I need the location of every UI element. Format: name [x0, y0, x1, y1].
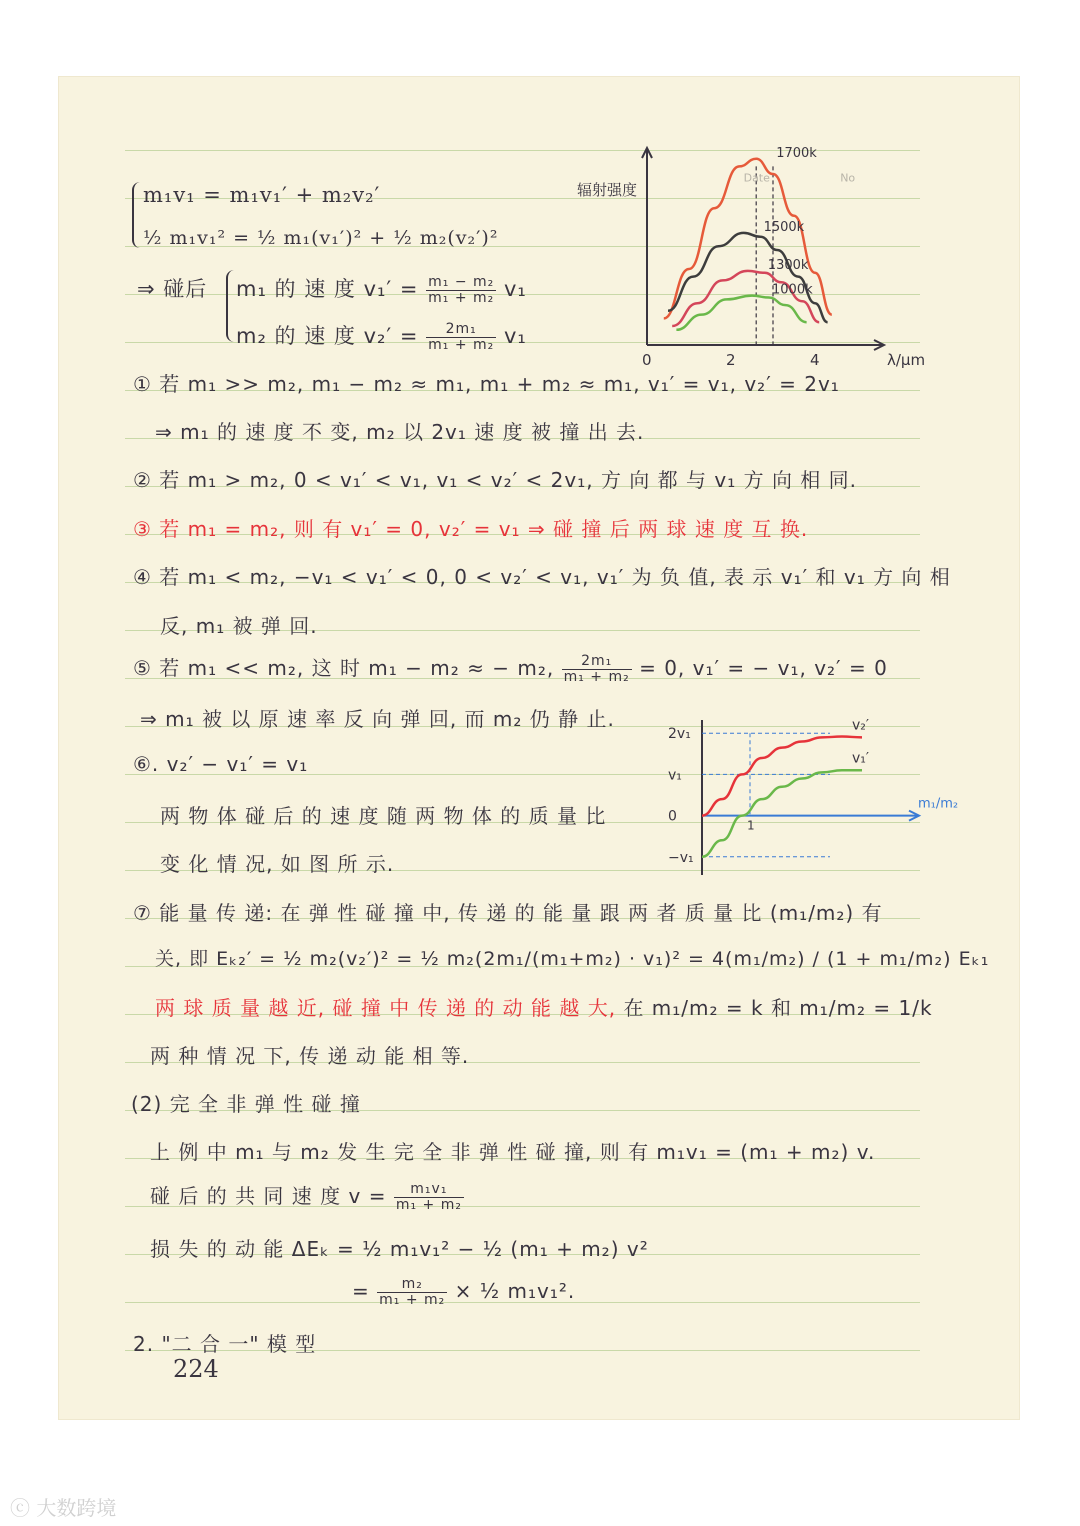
momentum-equation: m₁v₁ = m₁v₁′ + m₂v₂′ [143, 183, 381, 207]
case-1: ① 若 m₁ >> m₂, m₁ − m₂ ≈ m₁, m₁ + m₂ ≈ m₁, v₁′ = v₁, v₂′ = 2v₁ [133, 372, 840, 396]
curve-label-1300k: 1300k [767, 257, 809, 273]
velocity-brace [226, 270, 236, 342]
case-7-conclusion: 两 球 质 量 越 近, 碰 撞 中 传 递 的 动 能 越 大, 在 m₁/m₂ = k 和 m₁/m₂ = 1/k [155, 996, 933, 1020]
y-tick-label: −v₁ [668, 849, 694, 866]
curve-1000k [676, 296, 806, 330]
case-1-result: ⇒ m₁ 的 速 度 不 变, m₂ 以 2v₁ 速 度 被 撞 出 去. [155, 420, 645, 444]
x-tick-label: 1 [747, 818, 755, 833]
v1-fraction: $\frac{\text{m₁ − m₂}}{\text{m₁ + m₂}}$ [428, 273, 495, 306]
case-5-fraction: $\frac{\text{2m₁}}{\text{m₁ + m₂}}$ [563, 653, 630, 685]
inelastic-line-2: 碰 后 的 共 同 速 度 v = $\frac{\text{m₁v₁}}{\text{m₁ + m₂}}$ [150, 1181, 462, 1213]
curve-label: v₂′ [852, 717, 870, 734]
case-2: ② 若 m₁ > m₂, 0 < v₁′ < v₁, v₁ < v₂′ < 2v₁, 方 向 都 与 v₁ 方 向 相 同. [133, 468, 858, 492]
after-collision-label: ⇒ 碰后 [137, 277, 208, 301]
energy-loss-fraction: $\frac{\text{m₂}}{\text{m₁ + m₂}}$ [379, 1276, 446, 1308]
curve-v₁′ [702, 770, 862, 856]
case-5-result: ⇒ m₁ 被 以 原 速 率 反 向 弹 回, 而 m₂ 仍 静 止. [140, 707, 615, 731]
case-4: ④ 若 m₁ < m₂, −v₁ < v₁′ < 0, 0 < v₂′ < v₁, v₁′ 为 负 值, 表 示 v₁′ 和 v₁ 方 向 相 [133, 565, 951, 589]
case-6-desc: 两 物 体 碰 后 的 速 度 随 两 物 体 的 质 量 比 [160, 804, 607, 828]
curve-label-1500k: 1500k [763, 219, 805, 235]
x-tick-label: 2 [726, 351, 736, 369]
system-brace [132, 182, 142, 248]
case-7: ⑦ 能 量 传 递: 在 弹 性 碰 撞 中, 传 递 的 能 量 跟 两 者 质 量 比 (m₁/m₂) 有 [133, 901, 883, 925]
case-7-formula: 关, 即 Eₖ₂′ = ½ m₂(v₂′)² = ½ m₂(2m₁/(m₁+m₂) · v₁)² = 4(m₁/m₂) / (1 + m₁/m₂) Eₖ₁ [155, 948, 990, 970]
radiation-intensity-chart [575, 140, 926, 375]
date-annotation: Date [743, 171, 770, 185]
section-two-in-one: 2. "二 合 一" 模 型 [133, 1332, 317, 1356]
v2-fraction: $\frac{\text{2m₁}}{\text{m₁ + m₂}}$ [428, 320, 495, 353]
case-3: ③ 若 m₁ = m₂, 则 有 v₁′ = 0, v₂′ = v₁ ⇒ 碰 撞 后 两 球 速 度 互 换. [133, 517, 809, 541]
watermark: ⓒ 大数跨境 [10, 1496, 117, 1520]
curve-label-1000k: 1000k [772, 282, 813, 298]
v1-description: m₁ 的 速 度 v₁′ = $\frac{\text{m₁ − m₂}}{\text{m₁ + m₂}}$ v₁ [236, 273, 527, 306]
common-velocity-fraction: $\frac{\text{m₁v₁}}{\text{m₁ + m₂}}$ [395, 1181, 462, 1213]
curve-label-1700k: 1700k [776, 145, 817, 161]
y-tick-label: v₁ [668, 767, 682, 784]
page-number: 224 [173, 1355, 219, 1383]
inelastic-line-3: 损 失 的 动 能 ΔEₖ = ½ m₁v₁² − ½ (m₁ + m₂) v² [150, 1237, 649, 1261]
x-tick-label: 0 [642, 351, 652, 369]
y-tick-label: 0 [668, 808, 677, 825]
x-axis-label: λ/μm [887, 351, 926, 369]
case-6: ⑥. v₂′ − v₁′ = v₁ [133, 752, 309, 776]
curve-label: v₁′ [852, 750, 870, 767]
case-4-cont: 反, m₁ 被 弹 回. [160, 614, 318, 638]
section-inelastic: (2) 完 全 非 弹 性 碰 撞 [131, 1092, 361, 1116]
energy-equation: ½ m₁v₁² = ½ m₁(v₁′)² + ½ m₂(v₂′)² [143, 227, 499, 249]
case-6-desc-2: 变 化 情 况, 如 图 所 示. [160, 852, 395, 876]
case-7-end: 两 种 情 况 下, 传 递 动 能 相 等. [150, 1044, 470, 1068]
inelastic-line-1: 上 例 中 m₁ 与 m₂ 发 生 完 全 非 弹 性 碰 撞, 则 有 m₁v₁ = (m₁ + m₂) v. [150, 1140, 876, 1164]
no-annotation: No [840, 171, 856, 185]
case-5: ⑤ 若 m₁ << m₂, 这 时 m₁ − m₂ ≈ − m₂, $\frac{\text{2m₁}}{\text{m₁ + m₂}}$ = 0, v₁′ = − v₁, v₂′ = 0 [133, 653, 888, 685]
inelastic-line-4: = $\frac{\text{m₂}}{\text{m₁ + m₂}}$ × ½ m₁v₁². [352, 1276, 576, 1308]
x-tick-label: 4 [810, 351, 820, 369]
velocity-mass-ratio-chart [660, 710, 959, 880]
x-axis-label: m₁/m₂ [918, 796, 959, 812]
y-axis-label: 辐射强度 [577, 181, 638, 199]
y-tick-label: 2v₁ [668, 726, 691, 743]
v2-description: m₂ 的 速 度 v₂′ = $\frac{\text{2m₁}}{\text{m₁ + m₂}}$ v₁ [236, 320, 527, 353]
curve-v₂′ [702, 737, 862, 816]
